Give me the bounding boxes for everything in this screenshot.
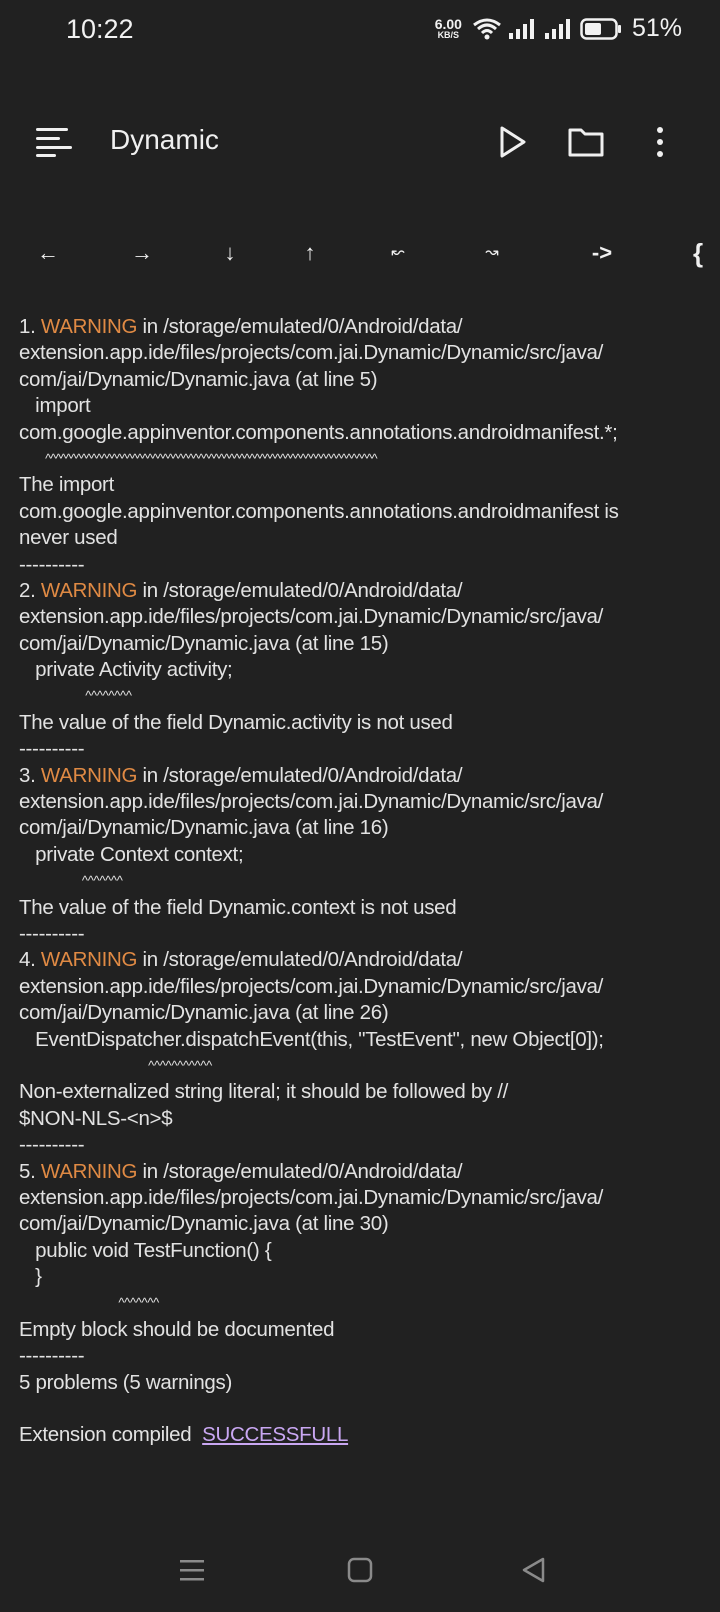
key-left-arrow[interactable]: ← <box>37 240 59 265</box>
warning-message: The value of the field Dynamic.context is not used <box>19 895 457 919</box>
run-icon[interactable] <box>492 122 532 162</box>
app-bar <box>0 100 720 184</box>
warning-path: extension.app.ide/files/projects/com.jai.Dynamic/Dynamic/src/java/ <box>19 605 604 629</box>
key-arrow-operator[interactable]: -> <box>591 240 613 265</box>
key-open-brace[interactable]: { <box>692 238 704 268</box>
warning-path: com/jai/Dynamic/Dynamic.java (at line 5) <box>19 367 378 391</box>
status-bar <box>0 0 720 64</box>
warning-path: com/jai/Dynamic/Dynamic.java (at line 15) <box>19 631 389 655</box>
warning-message: com.google.appinventor.components.annotations.androidmanifest is <box>19 499 619 523</box>
key-squiggle-left[interactable]: ↜ <box>391 244 405 261</box>
signal-icon <box>544 17 574 41</box>
app-title: Dynamic <box>110 124 219 155</box>
network-speed <box>435 17 462 40</box>
warning-message: $NON-NLS-<n>$ <box>19 1106 173 1130</box>
key-squiggle-right[interactable]: ↝ <box>485 244 499 261</box>
warning-path: extension.app.ide/files/projects/com.jai.Dynamic/Dynamic/src/java/ <box>19 1185 604 1209</box>
warning-number: 5. <box>19 1159 36 1183</box>
key-right-arrow[interactable]: → <box>131 240 153 265</box>
warning-number: 2. <box>19 578 36 602</box>
warning-code: public void TestFunction() { <box>19 1238 272 1262</box>
warning-message: The import <box>19 473 114 497</box>
warning-path: com/jai/Dynamic/Dynamic.java (at line 16) <box>19 816 389 840</box>
symbol-key-bar <box>0 228 720 278</box>
folder-icon[interactable] <box>566 122 606 162</box>
warning-entry <box>19 314 709 578</box>
compile-result-text: Extension compiled <box>19 1423 203 1447</box>
net-speed-value: 6.00 <box>434 16 462 32</box>
warning-entry <box>19 578 709 763</box>
battery-percentage: 51% <box>631 14 682 42</box>
warning-number: 3. <box>19 763 36 787</box>
warning-message: never used <box>19 526 118 550</box>
warning-code: EventDispatcher.dispatchEvent(this, "TestEvent", new Object[0]); <box>19 1027 604 1051</box>
warning-caret: ^^^^^^^ <box>19 873 123 889</box>
warning-entry <box>19 1159 709 1370</box>
build-console <box>19 314 709 1449</box>
battery-icon <box>580 17 622 41</box>
warning-message: The value of the field Dynamic.activity is not used <box>19 710 453 734</box>
status-icons <box>435 14 682 43</box>
warning-code: import <box>19 394 91 418</box>
warning-caret: ^^^^^^^^ <box>19 688 132 704</box>
status-time: 10:22 <box>66 14 134 44</box>
warning-code: private Context context; <box>19 842 244 866</box>
warning-path: in /storage/emulated/0/Android/data/ <box>137 948 463 972</box>
warning-path: extension.app.ide/files/projects/com.jai.Dynamic/Dynamic/src/java/ <box>19 974 604 998</box>
key-down-arrow[interactable]: ↓ <box>224 240 236 265</box>
success-link[interactable]: SUCCESSFULL <box>202 1423 349 1447</box>
back-icon[interactable] <box>518 1554 550 1586</box>
separator: ---------- <box>19 1344 85 1368</box>
separator: ---------- <box>19 552 85 576</box>
more-vert-icon[interactable] <box>648 122 672 162</box>
warning-caret: ^^^^^^^ <box>19 1295 159 1311</box>
warning-path: in /storage/emulated/0/Android/data/ <box>137 315 463 338</box>
warning-message: Empty block should be documented <box>19 1317 335 1341</box>
recents-icon[interactable] <box>176 1554 208 1586</box>
problems-summary: 5 problems (5 warnings) <box>19 1370 232 1394</box>
key-up-arrow[interactable]: ↑ <box>304 240 316 265</box>
separator: ---------- <box>19 1133 85 1157</box>
warning-caret: ^^^^^^^^^^^ <box>19 1057 212 1073</box>
separator: ---------- <box>19 737 85 761</box>
wifi-icon <box>472 17 502 41</box>
warning-label: WARNING <box>40 315 138 338</box>
warning-path: in /storage/emulated/0/Android/data/ <box>137 578 463 602</box>
compile-result <box>19 1422 709 1448</box>
warning-path: extension.app.ide/files/projects/com.jai.Dynamic/Dynamic/src/java/ <box>19 341 604 365</box>
warning-label: WARNING <box>40 763 138 787</box>
warning-label: WARNING <box>40 948 138 972</box>
warning-number: 1. <box>19 315 36 338</box>
warning-label: WARNING <box>40 1159 138 1183</box>
warning-code: } <box>19 1265 42 1289</box>
warning-message: Non-externalized string literal; it should be followed by // <box>19 1080 509 1104</box>
warning-path: in /storage/emulated/0/Android/data/ <box>137 1159 463 1183</box>
warning-entry <box>19 763 709 948</box>
warning-path: in /storage/emulated/0/Android/data/ <box>137 763 463 787</box>
separator: ---------- <box>19 921 85 945</box>
warning-label: WARNING <box>40 578 138 602</box>
menu-icon[interactable] <box>34 122 74 162</box>
warning-path: com/jai/Dynamic/Dynamic.java (at line 26) <box>19 1001 389 1025</box>
warning-number: 4. <box>19 948 36 972</box>
system-nav-bar <box>0 1532 720 1612</box>
warning-caret: ^^^^^^^^^^^^^^^^^^^^^^^^^^^^^^^^^^^^^^^^^^^^^^^^^^^^^^^^^^^^^^^^^ <box>19 450 377 466</box>
warning-entry <box>19 947 709 1158</box>
signal-icon <box>508 17 538 41</box>
warning-code: private Activity activity; <box>19 658 233 682</box>
home-icon[interactable] <box>344 1554 376 1586</box>
warning-code: com.google.appinventor.components.annotations.androidmanifest.*; <box>19 420 618 444</box>
net-speed-unit: KB/S <box>437 30 460 40</box>
warning-path: com/jai/Dynamic/Dynamic.java (at line 30) <box>19 1212 389 1236</box>
warning-path: extension.app.ide/files/projects/com.jai.Dynamic/Dynamic/src/java/ <box>19 790 604 814</box>
